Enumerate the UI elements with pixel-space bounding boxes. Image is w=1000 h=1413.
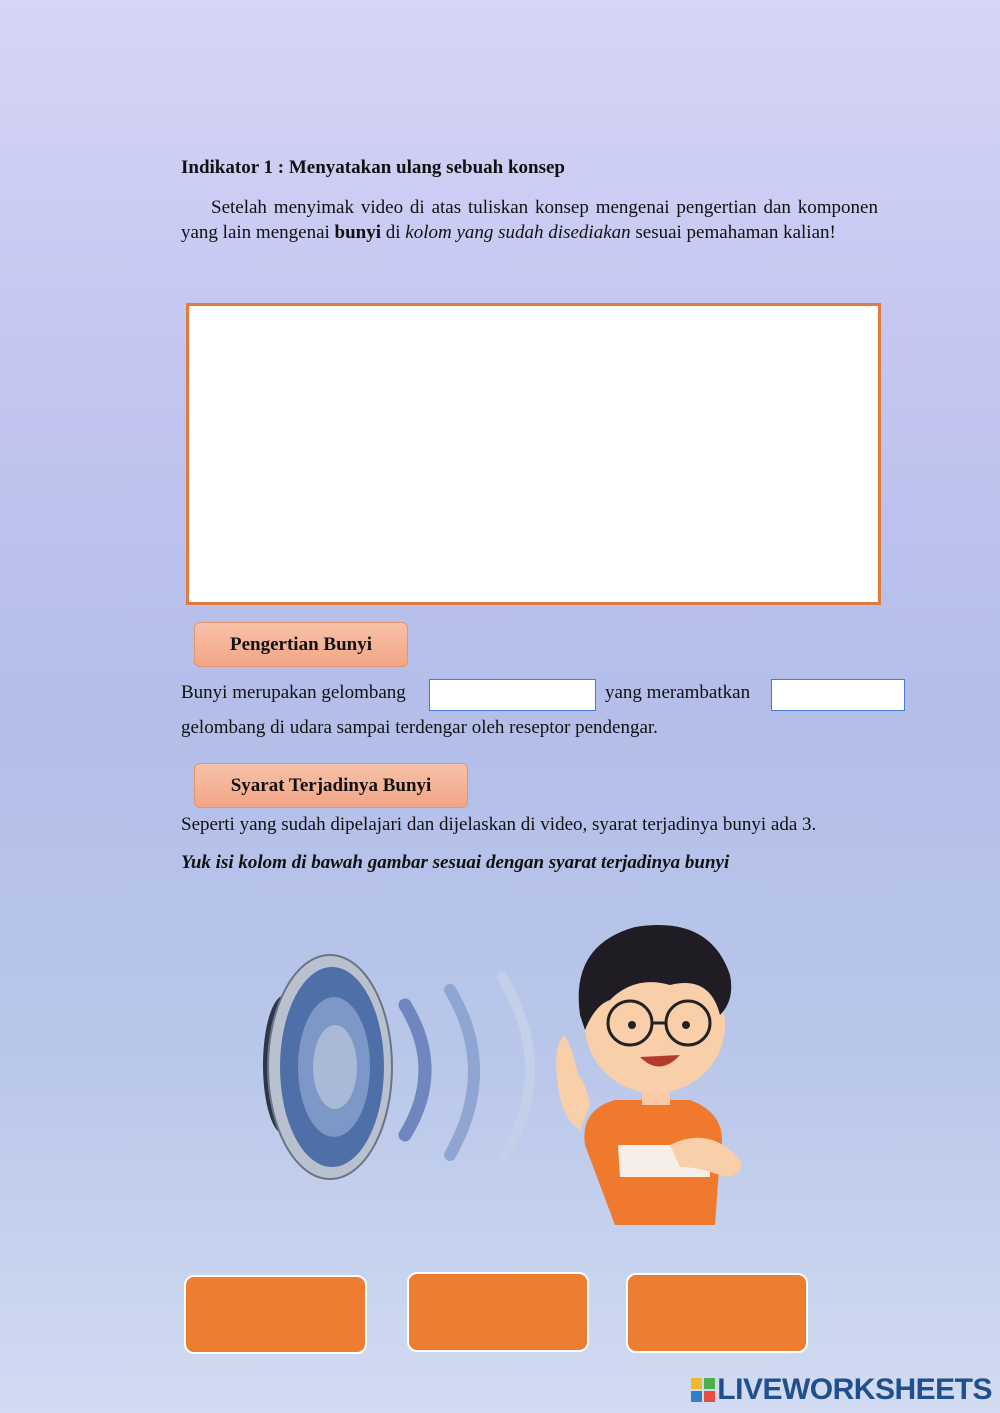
intro-text-2: di (381, 221, 406, 243)
speaker-icon (263, 955, 392, 1179)
boy-illustration (556, 925, 741, 1225)
intro-text-3: sesuai pemahaman kalian! (630, 221, 836, 243)
intro-bold-word: bunyi (334, 221, 382, 243)
syarat-instruction: Yuk isi kolom di bawah gambar sesuai dengan syarat terjadinya bunyi (181, 852, 730, 873)
speaker-boy-illustration (240, 905, 770, 1225)
answer-box-3[interactable] (626, 1273, 808, 1353)
liveworksheets-logo-text: LIVEWORKSHEETS (717, 1373, 992, 1406)
syarat-sentence: Seperti yang sudah dipelajari dan dijelaskan di video, syarat terjadinya bunyi ada 3. (181, 814, 817, 835)
sound-waves-icon (405, 977, 530, 1160)
indicator-heading: Indikator 1 : Menyatakan ulang sebuah konsep (181, 157, 565, 178)
answer-box-2[interactable] (407, 1272, 589, 1352)
pengertian-line2: gelombang di udara sampai terdengar oleh reseptor pendengar. (181, 717, 658, 738)
syarat-bunyi-tag (194, 763, 468, 808)
blank-field-1[interactable] (429, 679, 596, 711)
pengertian-bunyi-tag (194, 622, 408, 667)
pengertian-line1-middle: yang merambatkan (605, 682, 751, 703)
intro-text-1: Setelah menyimak video di atas tuliskan konsep mengenai pengertian dan komponen yang lain mengenai (181, 197, 878, 243)
intro-paragraph (181, 196, 878, 245)
pengertian-line1-start: Bunyi merupakan gelombang (181, 682, 406, 703)
blank-field-2[interactable] (771, 679, 905, 711)
liveworksheets-logo (691, 1373, 992, 1407)
concept-answer-box[interactable] (186, 303, 881, 605)
liveworksheets-logo-icon (691, 1378, 715, 1402)
pengertian-bunyi-label: Pengertian Bunyi (230, 633, 372, 655)
intro-italic-phrase: kolom yang sudah disediakan (405, 221, 631, 243)
answer-box-1[interactable] (184, 1275, 367, 1354)
syarat-bunyi-label: Syarat Terjadinya Bunyi (230, 774, 432, 796)
